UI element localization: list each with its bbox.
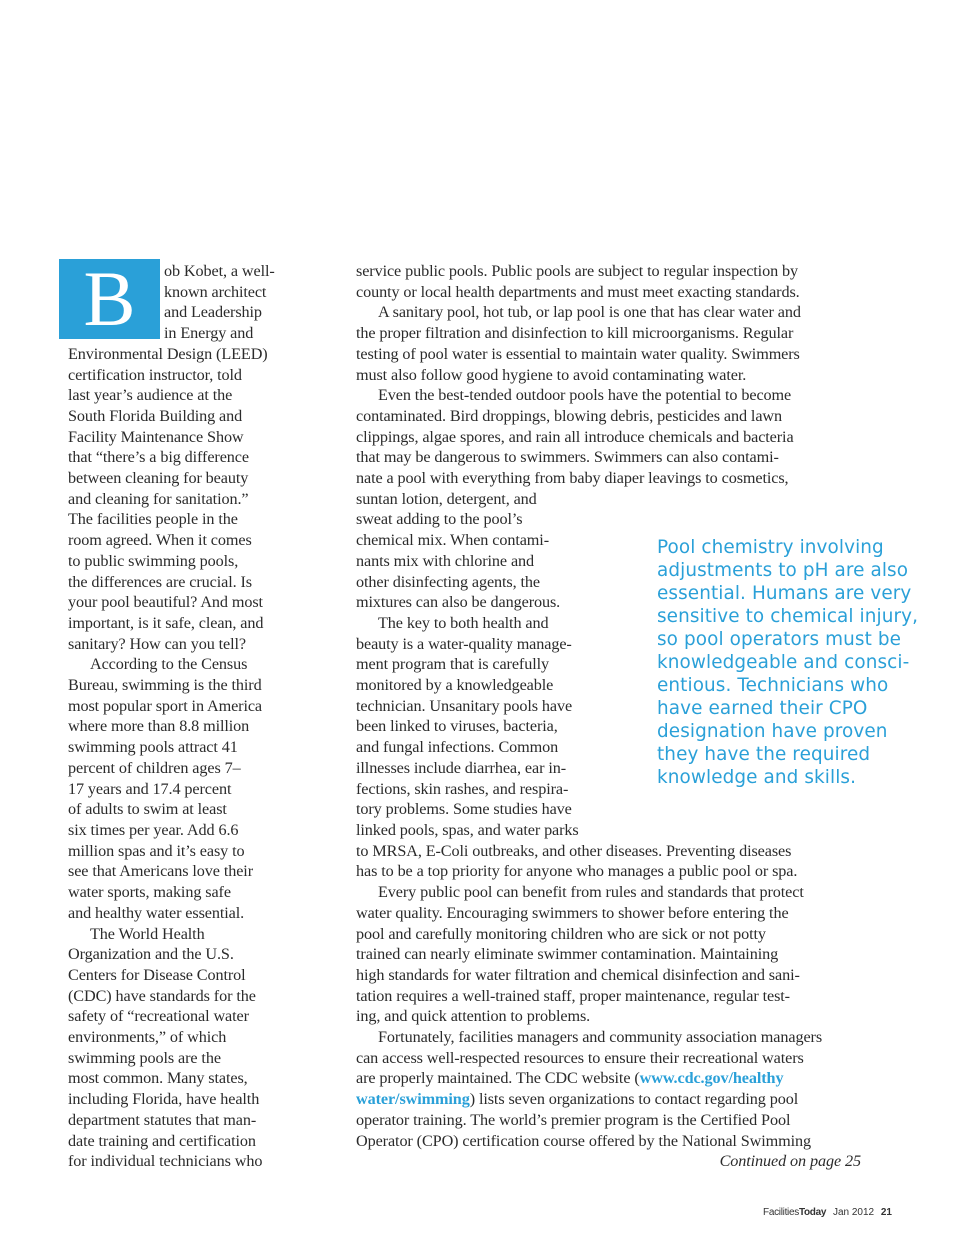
body-line: between cleaning for beauty — [68, 469, 249, 488]
body-line: The facilities people in the — [68, 510, 238, 529]
body-line: ing, and quick attention to problems. — [356, 1007, 591, 1026]
body-line: tation requires a well-trained staff, proper maintenance, regular test- — [356, 986, 790, 1005]
body-line — [356, 1089, 861, 1110]
body-line: known architect — [164, 282, 267, 301]
body-line: been linked to viruses, bacteria, — [356, 717, 558, 736]
body-line: monitored by a knowledgeable — [356, 676, 554, 695]
body-line: Environmental Design (LEED) — [68, 344, 268, 363]
body-line: Bureau, swimming is the third — [68, 676, 262, 695]
body-line: most popular sport in America — [68, 696, 263, 715]
body-line: A sanitary pool, hot tub, or lap pool is one that has clear water and — [378, 303, 801, 322]
body-line: high standards for water filtration and chemical disinfection and sani- — [356, 965, 800, 984]
body-line: that may be dangerous to swimmers. Swimmers can also contami- — [356, 448, 779, 467]
body-line: sweat adding to the pool’s — [356, 510, 523, 529]
cdc-link[interactable]: www.cdc.gov/healthy — [639, 1069, 784, 1088]
body-line: 17 years and 17.4 percent — [68, 779, 232, 798]
pull-quote-line: Pool chemistry involving — [657, 537, 884, 558]
body-line: (CDC) have standards for the — [68, 986, 256, 1005]
body-line: sanitary? How can you tell? — [68, 634, 246, 653]
body-line: that “there’s a big difference — [68, 448, 249, 467]
pull-quote-line: sensitive to chemical injury, — [657, 606, 919, 627]
body-line: chemical mix. When contami- — [356, 531, 549, 550]
body-line: water sports, making safe — [68, 883, 231, 902]
body-line: Organization and the U.S. — [68, 945, 234, 964]
body-line: to MRSA, E-Coli outbreaks, and other diseases. Preventing diseases — [356, 841, 792, 860]
body-text: are properly maintained. The CDC website ( — [356, 1069, 640, 1088]
body-line: water quality. Encouraging swimmers to shower before entering the — [356, 903, 789, 922]
body-line: can access well-respected resources to ensure their recreational waters — [356, 1048, 804, 1067]
body-line: Fortunately, facilities managers and community association managers — [378, 1028, 823, 1047]
body-line: and cleaning for sanitation.” — [68, 489, 249, 508]
body-line: suntan lotion, detergent, and — [356, 489, 537, 508]
body-text: ) lists seven organizations to contact regarding pool — [469, 1090, 799, 1109]
body-line: and fungal infections. Common — [356, 738, 559, 757]
body-line: According to the Census — [90, 655, 248, 674]
body-line: nate a pool with everything from baby diaper leavings to cosmetics, — [356, 469, 789, 488]
body-line: most common. Many states, — [68, 1069, 248, 1088]
body-line: in Energy and — [164, 324, 254, 343]
body-line: the differences are crucial. Is — [68, 572, 252, 591]
body-line: your pool beautiful? And most — [68, 593, 263, 612]
body-line: and healthy water essential. — [68, 903, 245, 922]
body-line: Centers for Disease Control — [68, 965, 246, 984]
page-number: 21 — [880, 1207, 892, 1218]
body-line: to public swimming pools, — [68, 551, 239, 570]
body-line: room agreed. When it comes — [68, 531, 252, 550]
body-line: Operator (CPO) certification course offered by the National Swimming — [356, 1131, 812, 1150]
body-line: for individual technicians who — [68, 1152, 263, 1171]
pull-quote-line: they have the required — [657, 744, 871, 765]
pull-quote — [657, 536, 919, 789]
body-line: ob Kobet, a well- — [164, 262, 275, 280]
body-line: Every public pool can benefit from rules and standards that protect — [378, 883, 804, 902]
body-line: swimming pools attract 41 — [68, 738, 238, 757]
article-column-1 — [68, 261, 275, 1172]
body-line: has to be a top priority for anyone who manages a public pool or spa. — [356, 862, 798, 881]
body-line: environments,” of which — [68, 1028, 227, 1047]
pull-quote-line: have earned their CPO — [657, 698, 868, 719]
body-line: service public pools. Public pools are subject to regular inspection by — [356, 262, 799, 280]
body-line: safety of “recreational water — [68, 1007, 249, 1026]
body-line: six times per year. Add 6.6 — [68, 820, 239, 839]
page-footer — [763, 1207, 892, 1218]
body-line: tory problems. Some studies have — [356, 800, 572, 819]
body-line: beauty is a water-quality manage- — [356, 634, 572, 653]
body-line: The World Health — [90, 924, 205, 943]
body-line: trained can nearly eliminate swimmer contamination. Maintaining — [356, 945, 779, 964]
body-line: last year’s audience at the — [68, 386, 233, 405]
pull-quote-line: adjustments to pH are also — [657, 560, 909, 581]
body-line: The key to both health and — [378, 613, 549, 632]
body-line: linked pools, spas, and water parks — [356, 820, 579, 839]
body-line: date training and certification — [68, 1131, 256, 1150]
body-line: the proper filtration and disinfection to kill microorganisms. Regular — [356, 324, 794, 343]
pull-quote-line: essential. Humans are very — [657, 583, 912, 604]
body-line: including Florida, have health — [68, 1090, 260, 1109]
body-line: clippings, algae spores, and rain all introduce chemicals and bacteria — [356, 427, 794, 446]
pull-quote-line: so pool operators must be — [657, 629, 902, 650]
body-line — [356, 1068, 861, 1089]
body-line: operator training. The world’s premier program is the Certified Pool — [356, 1110, 791, 1129]
magazine-name: Facilities — [763, 1207, 799, 1218]
pull-quote-line: knowledgeable and consci- — [657, 652, 910, 673]
body-line: percent of children ages 7– — [68, 758, 241, 777]
body-line: million spas and it’s easy to — [68, 841, 245, 860]
body-line: contaminated. Bird droppings, blowing debris, pesticides and lawn — [356, 406, 782, 425]
body-line: Even the best-tended outdoor pools have the potential to become — [378, 386, 792, 405]
body-line: department statutes that man- — [68, 1110, 257, 1129]
issue-date: Jan 2012 — [832, 1207, 875, 1218]
body-line: mixtures can also be dangerous. — [356, 593, 561, 612]
continued-on-page: Continued on page 25 — [719, 1152, 861, 1171]
pull-quote-line: knowledge and skills. — [657, 767, 857, 788]
body-line: of adults to swim at least — [68, 800, 227, 819]
body-line: county or local health departments and must meet exacting standards. — [356, 282, 800, 301]
body-line: certification instructor, told — [68, 365, 242, 384]
body-line: technician. Unsanitary pools have — [356, 696, 573, 715]
body-line: must also follow good hygiene to avoid contaminating water. — [356, 365, 747, 384]
body-line: fections, skin rashes, and respira- — [356, 779, 569, 798]
pull-quote-line: designation have proven — [657, 721, 888, 742]
pull-quote-line: entious. Technicians who — [657, 675, 889, 696]
body-line: testing of pool water is essential to maintain water quality. Swimmers — [356, 344, 800, 363]
body-line: nants mix with chlorine and — [356, 551, 535, 570]
magazine-name-bold: Today — [798, 1207, 827, 1218]
body-line: South Florida Building and — [68, 406, 243, 425]
body-line: other disinfecting agents, the — [356, 572, 541, 591]
body-line: important, is it safe, clean, and — [68, 613, 264, 632]
cdc-link-continued[interactable]: water/swimming — [356, 1090, 470, 1109]
body-line: Facility Maintenance Show — [68, 427, 244, 446]
body-line: ment program that is carefully — [356, 655, 549, 674]
body-line: where more than 8.8 million — [68, 717, 250, 736]
drop-cap: B — [59, 259, 160, 339]
body-line: swimming pools are the — [68, 1048, 221, 1067]
body-line: and Leadership — [164, 303, 262, 322]
body-line: see that Americans love their — [68, 862, 253, 881]
body-line: illnesses include diarrhea, ear in- — [356, 758, 566, 777]
body-line: pool and carefully monitoring children who are sick or not potty — [356, 924, 766, 943]
